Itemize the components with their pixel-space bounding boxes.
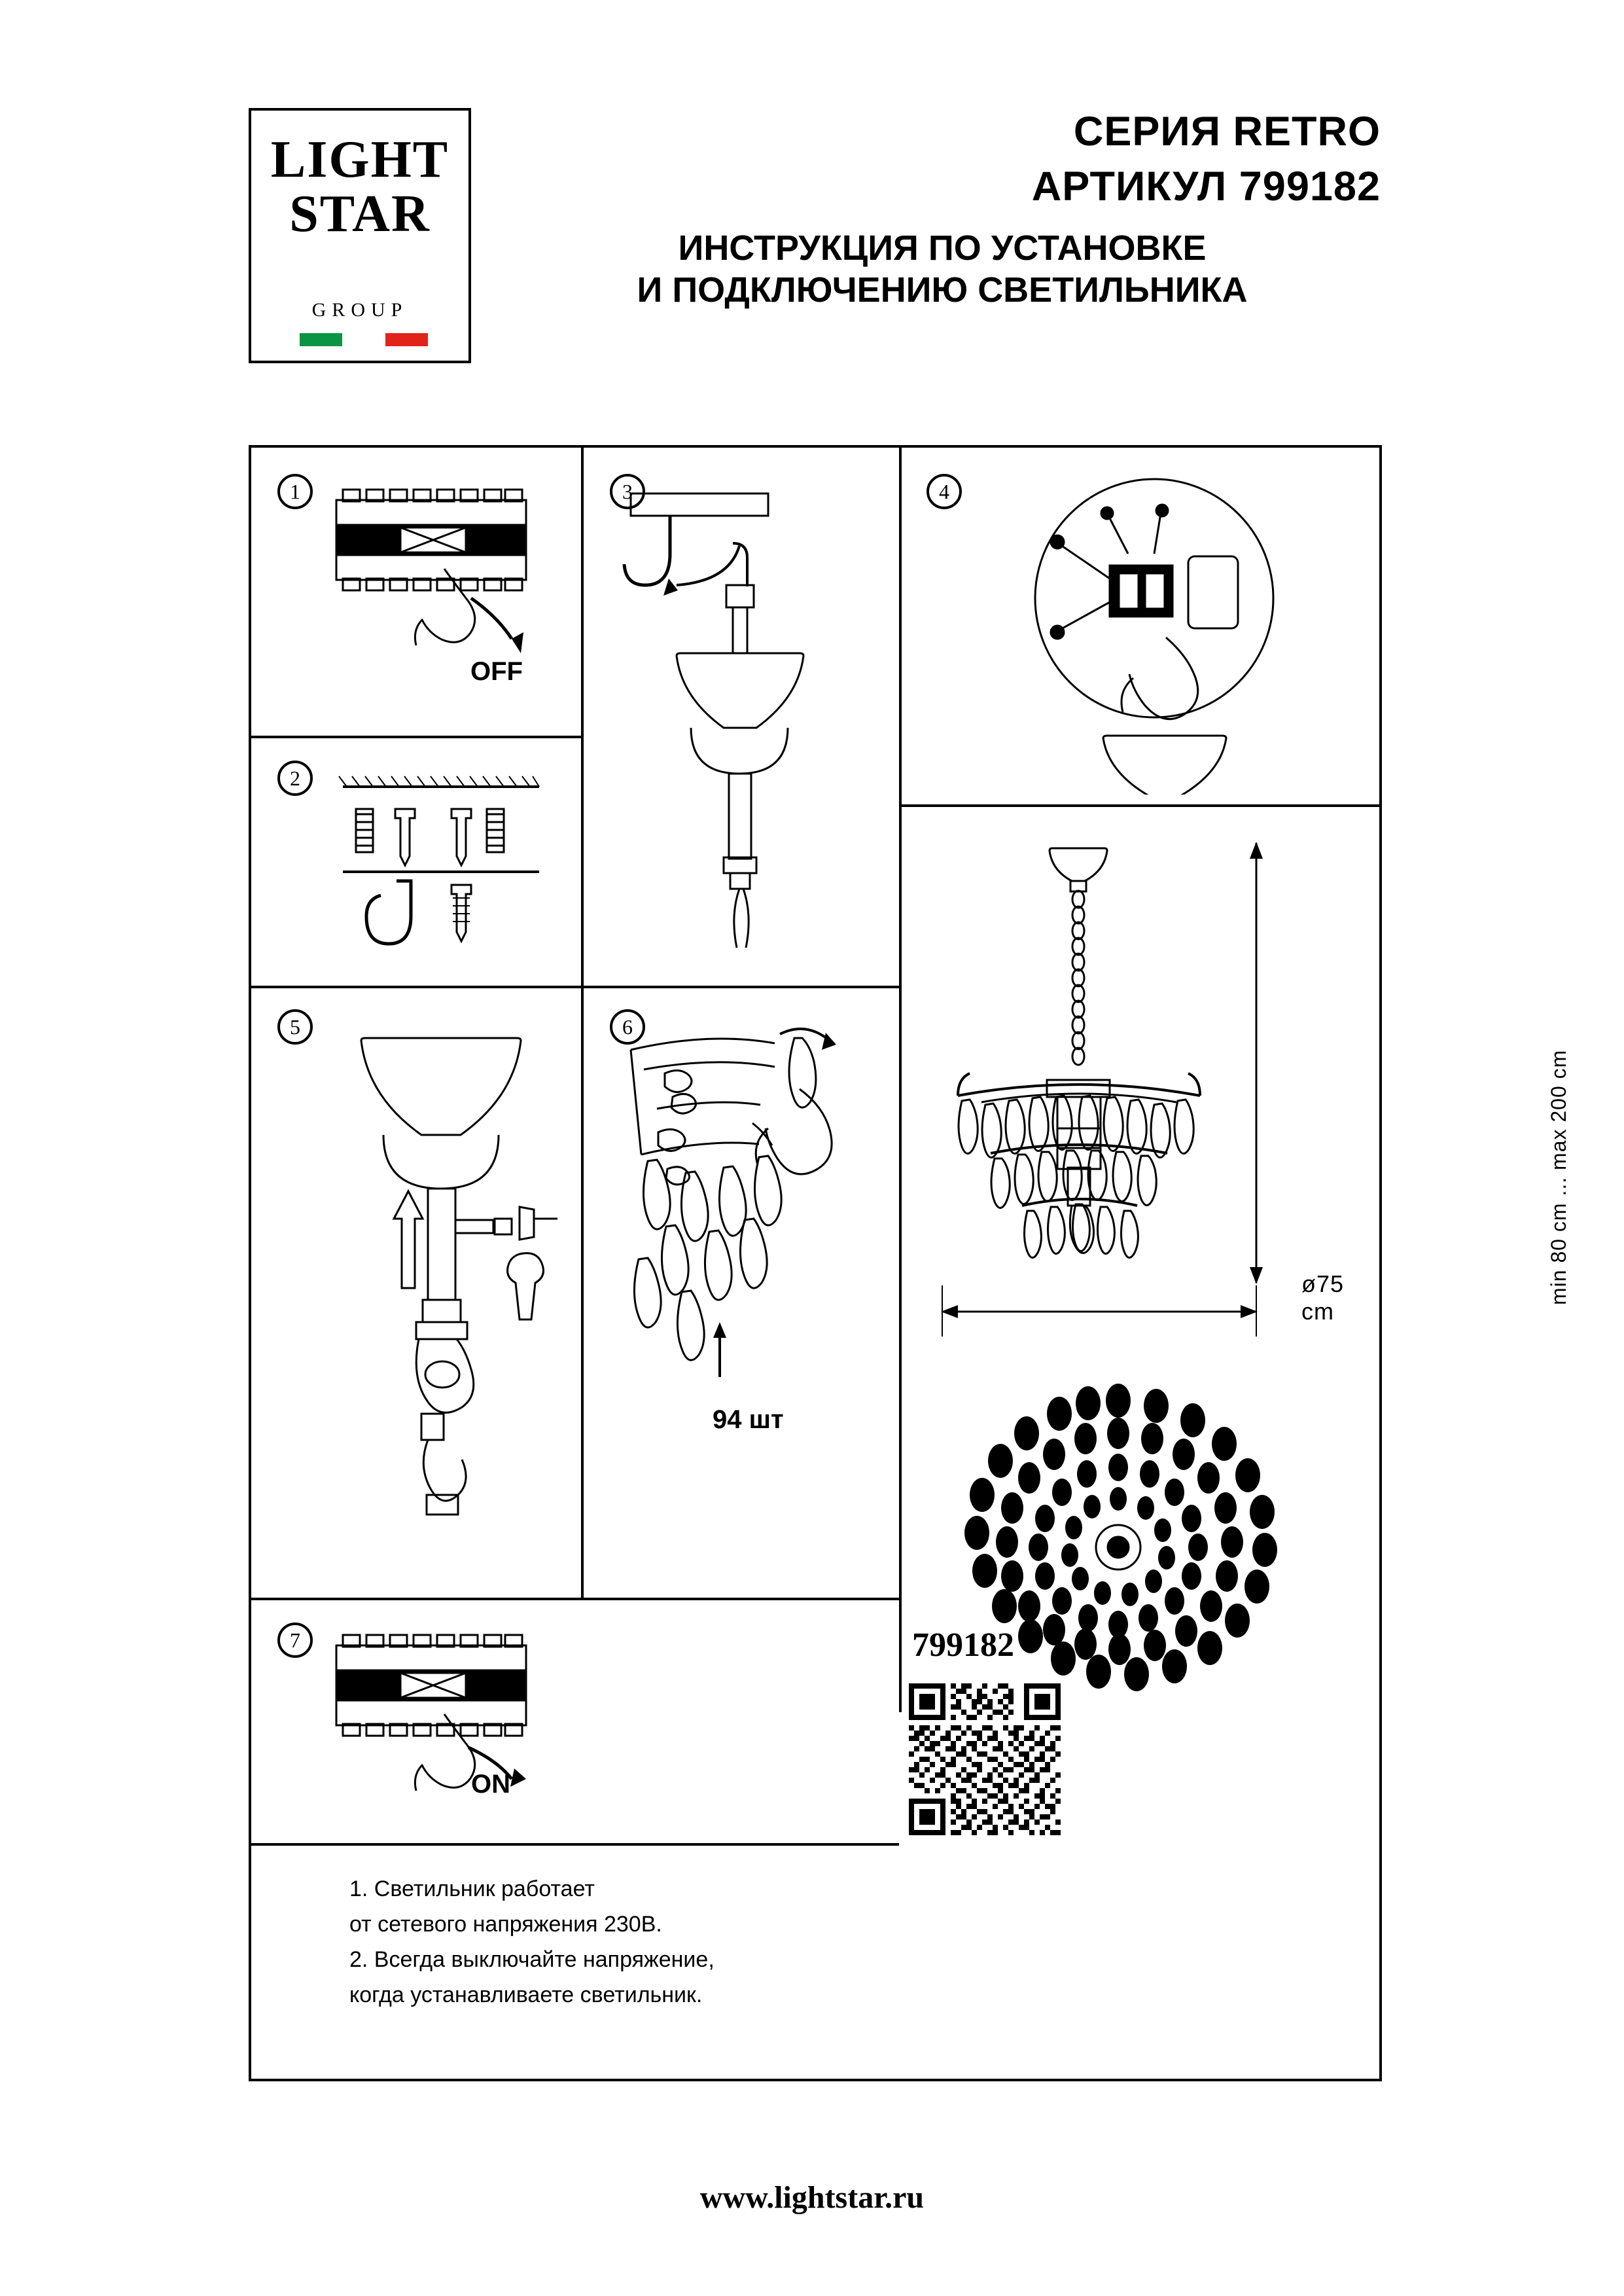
step-1-label-off: OFF xyxy=(470,657,523,686)
document-header xyxy=(249,108,1381,383)
step-1-illustration xyxy=(323,480,572,709)
series-title: СЕРИЯ RETRO xyxy=(1073,109,1381,154)
note-line-2: от сетевого напряжения 230В. xyxy=(349,1912,662,1937)
note-line-4: когда устанавливаете светильник. xyxy=(349,1982,703,2007)
italian-flag-icon xyxy=(300,333,428,346)
diameter-dimension-label: ø75 cm xyxy=(1301,1270,1345,1325)
step-7-illustration xyxy=(323,1626,572,1835)
grid-divider-vertical-2 xyxy=(899,448,902,1712)
grid-divider-horizontal-3 xyxy=(251,1598,899,1600)
step-4-illustration xyxy=(958,474,1364,795)
step-number-6: 6 xyxy=(610,1009,645,1045)
grid-divider-horizontal-4 xyxy=(251,1843,899,1846)
footer-website[interactable]: www.lightstar.ru xyxy=(699,2180,925,2215)
note-line-3: 2. Всегда выключайте напряжение, xyxy=(349,1947,715,1972)
step-number-2: 2 xyxy=(277,761,313,796)
grid-divider-horizontal-1 xyxy=(251,736,581,738)
step-2-illustration xyxy=(323,755,572,971)
height-dimension-label: min 80 cm ... max 200 cm xyxy=(1547,1049,1570,1305)
header-titles xyxy=(510,108,1381,311)
step-6-illustration xyxy=(605,1011,892,1429)
grid-divider-horizontal-5 xyxy=(899,804,1382,807)
safety-notes xyxy=(349,1871,892,2013)
step-5-illustration xyxy=(323,1011,572,1573)
step-number-7: 7 xyxy=(277,1623,313,1658)
product-side-view xyxy=(919,827,1285,1443)
product-top-view xyxy=(942,1371,1295,1724)
grid-divider-vertical-1 xyxy=(581,448,584,1598)
logo-wordmark xyxy=(251,133,468,242)
grid-divider-horizontal-2 xyxy=(251,986,899,988)
step-3-illustration xyxy=(618,480,892,978)
instruction-grid xyxy=(249,445,1570,2081)
step-number-4: 4 xyxy=(927,474,962,509)
brand-logo xyxy=(249,108,471,363)
step-number-5: 5 xyxy=(277,1009,313,1045)
product-code-label: 799182 xyxy=(912,1626,1014,1664)
step-number-1: 1 xyxy=(277,474,313,509)
logo-group-label: GROUP xyxy=(311,299,408,321)
article-number: АРТИКУЛ 799182 xyxy=(1031,164,1381,209)
step-6-label-quantity: 94 шт xyxy=(713,1405,784,1434)
logo-line-1: LIGHT xyxy=(270,131,450,188)
step-number-3: 3 xyxy=(610,474,645,509)
step-7-label-on: ON xyxy=(471,1770,510,1799)
note-line-1: 1. Светильник работает xyxy=(349,1876,595,1901)
instruction-title-line1: ИНСТРУКЦИЯ ПО УСТАНОВКЕ xyxy=(678,228,1207,268)
logo-line-2: STAR xyxy=(289,185,431,243)
instruction-title-line2: И ПОДКЛЮЧЕНИЮ СВЕТИЛЬНИКА xyxy=(637,270,1248,310)
